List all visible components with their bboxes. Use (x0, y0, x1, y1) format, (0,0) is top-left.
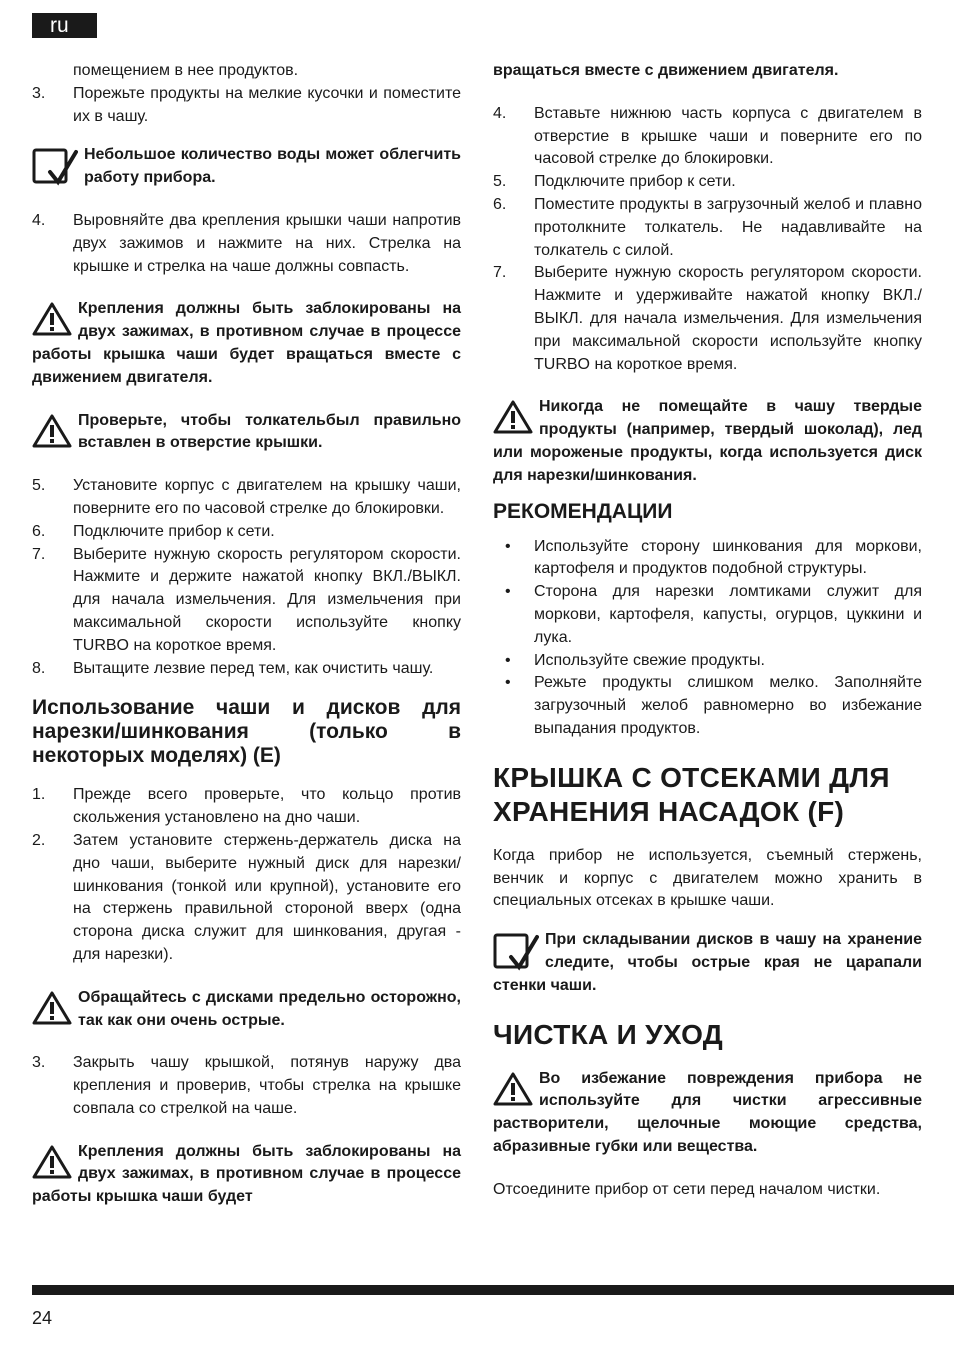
item-text: Выберите нужную скорость регулятором скорости. Нажмите и удерживайте нажатой кнопку ВКЛ./ВЫКЛ. для начала измельчения. Для измельчения при максимальной скорости используйте кнопку TURBO на короткое время. (534, 264, 922, 373)
tip-text: Небольшое количество воды может облегчить работу прибора. (84, 146, 461, 187)
language-tab: ru (32, 13, 97, 38)
list-item (32, 830, 461, 967)
item-text: Подключите прибор к сети. (73, 522, 275, 540)
bullet: • (505, 651, 511, 669)
cleaning-text: Отсоедините прибор от сети перед началом чистки. (493, 1180, 881, 1198)
warning-text: Никогда не помещайте в чашу твердые продукты (например, твердый шоколад), лед или мороженые продукты, когда используется диск для нарезки/шинкования. (493, 398, 922, 484)
warning-triangle-icon (32, 302, 72, 336)
recommendations-heading: РЕКОМЕНДАЦИИ (493, 499, 673, 523)
list-item (32, 475, 461, 521)
item-number: 3. (32, 1054, 46, 1072)
warning-text: Во избежание повреждения прибора не используйте для чистки агрессивные растворители, щелочные моющие средства, абразивные губки или вещества. (493, 1069, 922, 1155)
list-item (32, 784, 461, 830)
warning-triangle-icon (32, 991, 72, 1025)
list-item (493, 650, 922, 673)
right-column (493, 60, 922, 1201)
item-text: Порежьте продукты на мелкие кусочки и поместите их в чашу. (73, 84, 461, 125)
item-text: Сторона для нарезки ломтиками служит для моркови, картофеля, капусты, огурцов, цуккини и лука. (534, 583, 922, 646)
list-item (32, 210, 461, 278)
item-text: Прежде всего проверьте, что кольцо против скольжения установлено на дно чаши. (73, 786, 461, 827)
list-item (32, 544, 461, 658)
continued-text: помещением в нее продуктов. (73, 62, 299, 79)
warning-triangle-icon (493, 1072, 533, 1106)
warning-continued-text: вращаться вместе с движением двигателя. (493, 62, 839, 79)
warning-note (32, 298, 461, 389)
item-text: Используйте сторону шинкования для моркови, картофеля и продуктов подобной структуры. (534, 537, 922, 578)
item-text: Поместите продукты в загрузочный желоб и плавно протолкните толкатель. Не надавливайте на толкатель с силой. (534, 195, 922, 259)
item-text: Закрыть чашу крышкой, потянув наружу два крепления и проверив, чтобы стрелка на крышке совпала со стрелкой на чаше. (73, 1054, 461, 1117)
list-item (32, 521, 461, 544)
list-item (32, 1052, 461, 1120)
item-number: 3. (32, 84, 46, 102)
item-text: Вставьте нижнюю часть корпуса с двигателем в отверстие в крышке чаши и поверните его по часовой стрелке до блокировки. (534, 104, 922, 168)
item-number: 7. (32, 545, 46, 563)
item-text: Подключите прибор к сети. (534, 173, 736, 191)
list-item (493, 194, 922, 262)
warning-note (32, 1141, 461, 1209)
list-item (493, 672, 922, 740)
item-text: Затем установите стержень-держатель диска на дно чаши, выберите нужный диск для нарезки/шинкования (тонкой или крупной), установите его на стержень правильной стороной вверх (одна сторона диска служит для шинкования, другая - для нарезки). (73, 831, 461, 963)
warning-text: Крепления должны быть заблокированы на двух зажимах, в противном случае в процессе работы крышка чаши будет (32, 1142, 461, 1206)
checkbox-tick-icon (493, 933, 539, 971)
warning-note (493, 1068, 922, 1159)
item-text: Установите корпус с двигателем на крышку чаши, поверните его по часовой стрелке до блокировки. (73, 477, 461, 517)
left-column (32, 60, 461, 1209)
tip-note (32, 144, 461, 190)
item-text: Режьте продукты слишком мелко. Заполняйте загрузочный желоб равномерно во избежание выпадания продуктов. (534, 674, 922, 737)
footer-bar (32, 1285, 954, 1295)
bullet: • (505, 583, 511, 601)
warning-note (493, 396, 922, 487)
list-item (493, 536, 922, 582)
list-item (493, 171, 922, 194)
list-item (493, 581, 922, 649)
cleaning-heading: ЧИСТКА И УХОД (493, 1018, 724, 1050)
item-number: 5. (493, 173, 507, 191)
tip-text: При складывании дисков в чашу на хранение следите, чтобы острые края не царапали стенки чаши. (493, 931, 922, 994)
list-item (32, 658, 461, 681)
warning-triangle-icon (493, 400, 533, 434)
item-number: 6. (32, 522, 46, 540)
item-number: 8. (32, 659, 46, 677)
item-text: Выровняйте два крепления крышки чаши напротив двух зажимов и нажмите на них. Стрелка на крышке и стрелка на чаше должны совпасть. (73, 211, 461, 275)
lid-storage-text: Когда прибор не используется, съемный стержень, венчик и корпус с двигателем можно хранить в специальных отсеках в крышке чаши. (493, 846, 922, 910)
list-item (493, 103, 922, 171)
bullet: • (505, 537, 511, 555)
item-number: 4. (32, 211, 46, 229)
warning-text: Обращайтесь с дисками предельно осторожно, так как они очень острые. (78, 988, 461, 1029)
item-number: 4. (493, 104, 507, 122)
item-text: Используйте свежие продукты. (534, 651, 765, 669)
item-number: 5. (32, 477, 46, 495)
item-number: 2. (32, 831, 46, 849)
item-number: 7. (493, 264, 507, 282)
item-number: 6. (493, 195, 507, 213)
item-number: 1. (32, 786, 46, 804)
warning-triangle-icon (32, 414, 72, 448)
item-text: Вытащите лезвие перед тем, как очистить чашу. (73, 659, 434, 677)
warning-text: Крепления должны быть заблокированы на двух зажимах, в противном случае в процессе работы крышка чаши будет вращаться вместе с движением двигателя. (32, 300, 461, 386)
section-heading: Использование чаши и дисков для нарезки/шинкования (только в некоторых моделях) (E) (32, 696, 461, 768)
lid-storage-heading: КРЫШКА С ОТСЕКАМИ ДЛЯ ХРАНЕНИЯ НАСАДОК (F) (493, 761, 890, 827)
list-item (32, 83, 461, 129)
bullet: • (505, 674, 511, 692)
list-item (493, 262, 922, 376)
warning-note (32, 410, 461, 456)
checkbox-tick-icon (32, 148, 78, 186)
warning-triangle-icon (32, 1145, 72, 1179)
warning-note (32, 987, 461, 1033)
item-text: Выберите нужную скорость регулятором скорости. Нажмите и держите нажатой кнопку ВКЛ./ВЫКЛ. для начала измельчения. Для измельчения при максимальной скорости используйте кнопку TURBO на короткое время. (73, 545, 461, 654)
tip-note (493, 929, 922, 997)
page-number: 24 (32, 1308, 53, 1328)
warning-text: Проверьте, чтобы толкательбыл правильно вставлен в отверстие крышки. (78, 411, 461, 452)
